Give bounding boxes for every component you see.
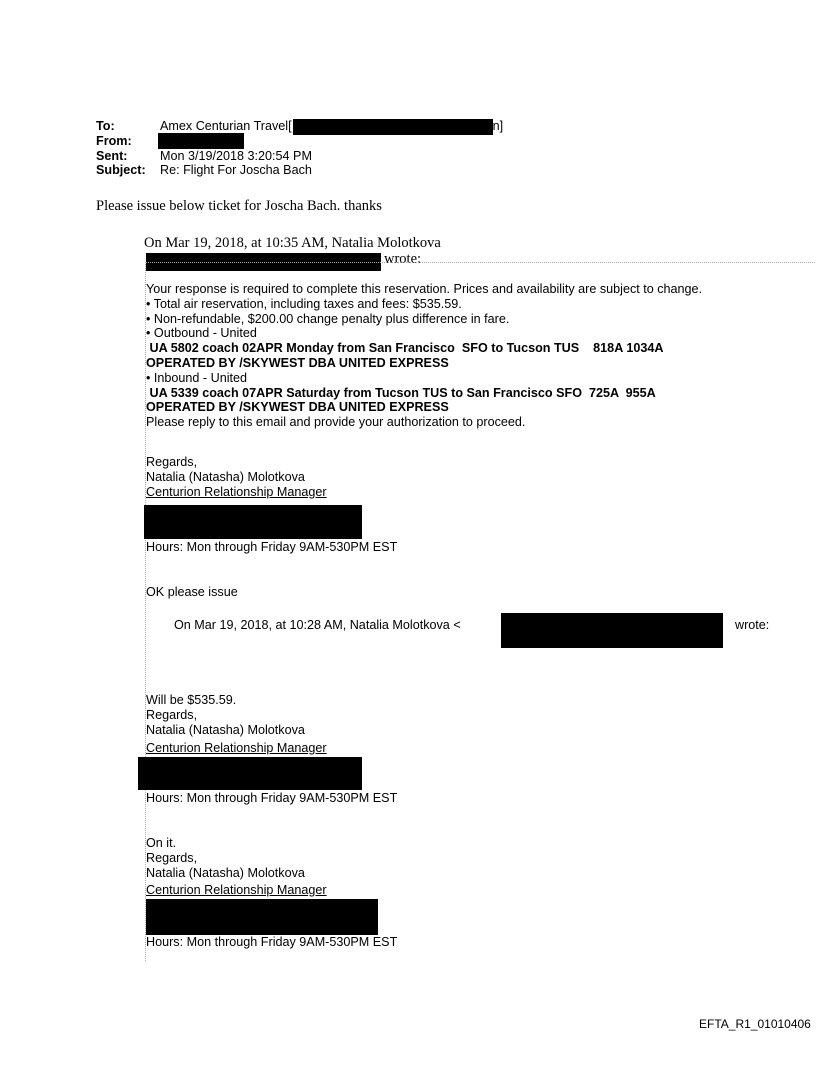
redaction bbox=[293, 119, 493, 135]
sig-hours: Hours: Mon through Friday 9AM-530PM EST bbox=[146, 791, 398, 805]
sig-name: Natalia (Natasha) Molotkova bbox=[146, 723, 305, 737]
outbound-flight: UA 5802 coach 02APR Monday from San Francisco SFO to Tucson TUS 818A 1034A bbox=[146, 341, 664, 355]
bullet-inbound: • Inbound - United bbox=[146, 371, 248, 385]
redaction bbox=[144, 505, 362, 539]
sig-title: Centurion Relationship Manager bbox=[146, 741, 327, 755]
sig-hours: Hours: Mon through Friday 9AM-530PM EST bbox=[146, 935, 398, 949]
sig-regards: Regards, bbox=[146, 851, 198, 865]
msg3: On it. bbox=[146, 836, 177, 850]
to-suffix: n] bbox=[492, 119, 504, 133]
reservation-intro: Your response is required to complete this reservation. Prices and availability are subject to change. bbox=[146, 282, 703, 296]
inbound-operated: OPERATED BY /SKYWEST DBA UNITED EXPRESS bbox=[146, 400, 449, 414]
msg2: Will be $535.59. bbox=[146, 693, 237, 707]
sig-name: Natalia (Natasha) Molotkova bbox=[146, 470, 305, 484]
redaction bbox=[158, 133, 244, 149]
quote2-header: On Mar 19, 2018, at 10:28 AM, Natalia Molotkova < bbox=[174, 618, 461, 632]
redaction bbox=[501, 613, 723, 648]
bullet-refund: • Non-refundable, $200.00 change penalty plus difference in fare. bbox=[146, 312, 510, 326]
quote1-header: On Mar 19, 2018, at 10:35 AM, Natalia Molotkova bbox=[144, 235, 441, 251]
quote2-wrote: wrote: bbox=[735, 618, 770, 632]
reply-request: Please reply to this email and provide your authorization to proceed. bbox=[146, 415, 526, 429]
subject-value: Re: Flight For Joscha Bach bbox=[160, 163, 312, 177]
redaction bbox=[146, 899, 378, 935]
subject-label: Subject: bbox=[96, 163, 146, 177]
sig-regards: Regards, bbox=[146, 708, 198, 722]
ok-message: OK please issue bbox=[146, 585, 238, 599]
sig-regards: Regards, bbox=[146, 455, 198, 469]
sig-title: Centurion Relationship Manager bbox=[146, 485, 327, 499]
bullet-outbound: • Outbound - United bbox=[146, 326, 257, 340]
from-label: From: bbox=[96, 134, 132, 148]
sig-hours: Hours: Mon through Friday 9AM-530PM EST bbox=[146, 540, 398, 554]
outbound-operated: OPERATED BY /SKYWEST DBA UNITED EXPRESS bbox=[146, 356, 449, 370]
body-text: Please issue below ticket for Joscha Bach. thanks bbox=[96, 198, 382, 214]
sig-name: Natalia (Natasha) Molotkova bbox=[146, 866, 305, 880]
quote1-wrote: wrote: bbox=[384, 251, 422, 267]
to-label: To: bbox=[96, 119, 115, 133]
bullet-total: • Total air reservation, including taxes and fees: $535.59. bbox=[146, 297, 462, 311]
sig-title: Centurion Relationship Manager bbox=[146, 883, 327, 897]
to-prefix: Amex Centurian Travel[ bbox=[160, 119, 292, 133]
inbound-flight: UA 5339 coach 07APR Saturday from Tucson TUS to San Francisco SFO 725A 955A bbox=[146, 386, 656, 400]
sent-value: Mon 3/19/2018 3:20:54 PM bbox=[160, 149, 312, 163]
footer-id: EFTA_R1_01010406 bbox=[699, 1017, 811, 1031]
redaction bbox=[138, 757, 362, 790]
sent-label: Sent: bbox=[96, 149, 128, 163]
